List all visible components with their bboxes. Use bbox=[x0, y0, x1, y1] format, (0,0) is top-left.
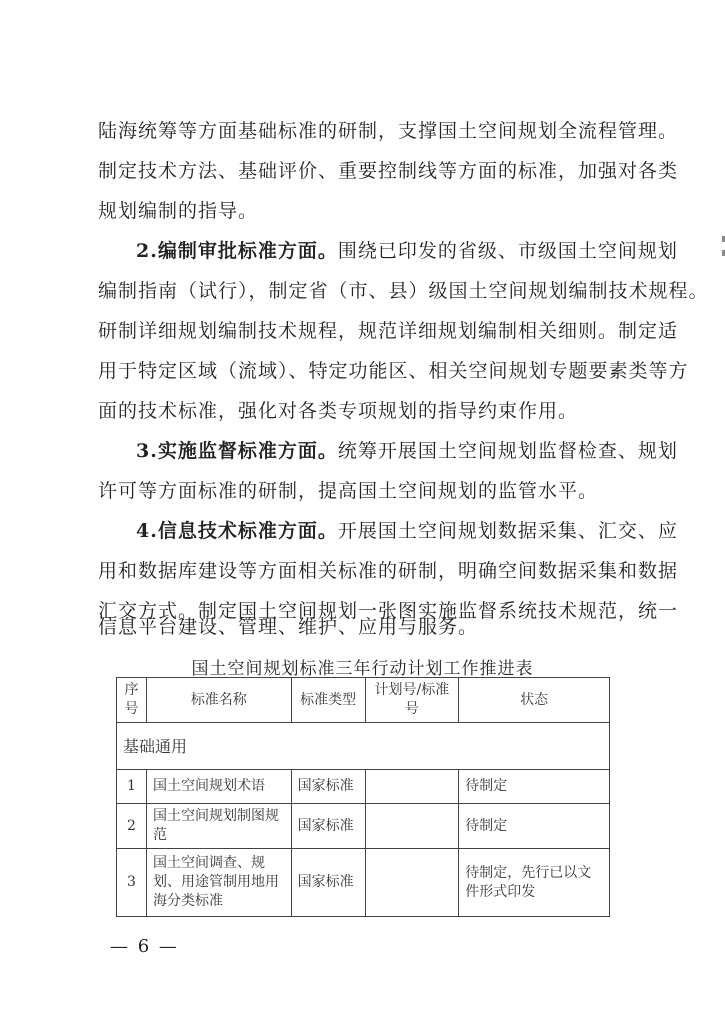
paragraph-4-line-1 bbox=[0, 516, 725, 543]
table-header-row bbox=[117, 678, 610, 723]
paragraph-3-heading: 3.实施监督标准方面。 bbox=[136, 440, 338, 462]
paragraph-4-line-1-text: 开展国土空间规划数据采集、汇交、应 bbox=[337, 520, 678, 542]
row-plan-no bbox=[365, 770, 459, 804]
paragraph-4-heading: 4.信息技术标准方面。 bbox=[136, 520, 338, 542]
paragraph-3-line-1-text: 统筹开展国土空间规划监督检查、规划 bbox=[337, 440, 678, 462]
paragraph-2-heading: 2.编制审批标准方面。 bbox=[136, 240, 338, 262]
row-name: 国土空间规划制图规范 bbox=[146, 804, 291, 849]
paragraph-1-line-2: 制定技术方法、基础评价、重要控制线等方面的标准，加强对各类 bbox=[98, 160, 679, 182]
row-seq: 3 bbox=[117, 849, 147, 917]
row-seq: 2 bbox=[117, 804, 147, 849]
paragraph-4-line-2: 用和数据库建设等方面相关标准的研制，明确空间数据采集和数据 bbox=[98, 560, 679, 582]
table-section-row bbox=[117, 723, 610, 770]
row-status: 待制定 bbox=[459, 770, 610, 804]
paragraph-2-line-4: 用于特定区域（流域）、特定功能区、相关空间规划专题要素类等方 bbox=[98, 360, 689, 382]
header-name: 标准名称 bbox=[146, 678, 291, 723]
row-status: 待制定 bbox=[459, 804, 610, 849]
table-title: 国土空间规划标准三年行动计划工作推进表 bbox=[191, 659, 534, 679]
row-seq: 1 bbox=[117, 770, 147, 804]
paragraph-4-line-4: 信息平台建设、管理、维护、应用与服务。 bbox=[98, 616, 479, 638]
paragraph-2-line-1-text: 围绕已印发的省级、市级国土空间规划 bbox=[337, 240, 678, 262]
paragraph-4-line-3: 汇交方式。制定国土空间规划一张图实施监督系统技术规范，统一 bbox=[98, 600, 679, 622]
section-label: 基础通用 bbox=[117, 723, 610, 770]
header-seq: 序号 bbox=[117, 678, 147, 723]
row-type: 国家标准 bbox=[291, 770, 365, 804]
row-plan-no bbox=[365, 804, 459, 849]
paragraph-1-line-1: 陆海统筹等方面基础标准的研制，支撑国土空间规划全流程管理。 bbox=[98, 120, 679, 142]
paragraph-2-line-3: 研制详细规划编制技术规程，规范详细规划编制相关细则。制定适 bbox=[98, 320, 679, 342]
row-type: 国家标准 bbox=[291, 849, 365, 917]
table-row bbox=[117, 849, 610, 917]
paragraph-3-line-1 bbox=[0, 436, 725, 463]
row-name: 国土空间规划术语 bbox=[146, 770, 291, 804]
row-name: 国土空间调查、规划、用途管制用地用海分类标准 bbox=[146, 849, 291, 917]
paragraph-3-line-2: 许可等方面标准的研制，提高国土空间规划的监管水平。 bbox=[98, 480, 599, 502]
header-type: 标准类型 bbox=[291, 678, 365, 723]
paragraph-2-line-2: 编制指南（试行），制定省（市、县）级国土空间规划编制技术规程。 bbox=[98, 280, 709, 302]
paragraph-1-line-3: 规划编制的指导。 bbox=[98, 200, 259, 222]
row-plan-no bbox=[365, 849, 459, 917]
row-status: 待制定，先行已以文件形式印发 bbox=[459, 849, 610, 917]
row-type: 国家标准 bbox=[291, 804, 365, 849]
table-row bbox=[117, 770, 610, 804]
plan-table bbox=[116, 677, 610, 917]
header-plan-no: 计划号/标准号 bbox=[365, 678, 459, 723]
paragraph-2-line-5: 面的技术标准，强化对各类专项规划的指导约束作用。 bbox=[98, 400, 579, 422]
table-row bbox=[117, 804, 610, 849]
page-number: — 6 — bbox=[110, 936, 179, 957]
header-status: 状态 bbox=[459, 678, 610, 723]
paragraph-2-line-1 bbox=[0, 236, 725, 263]
